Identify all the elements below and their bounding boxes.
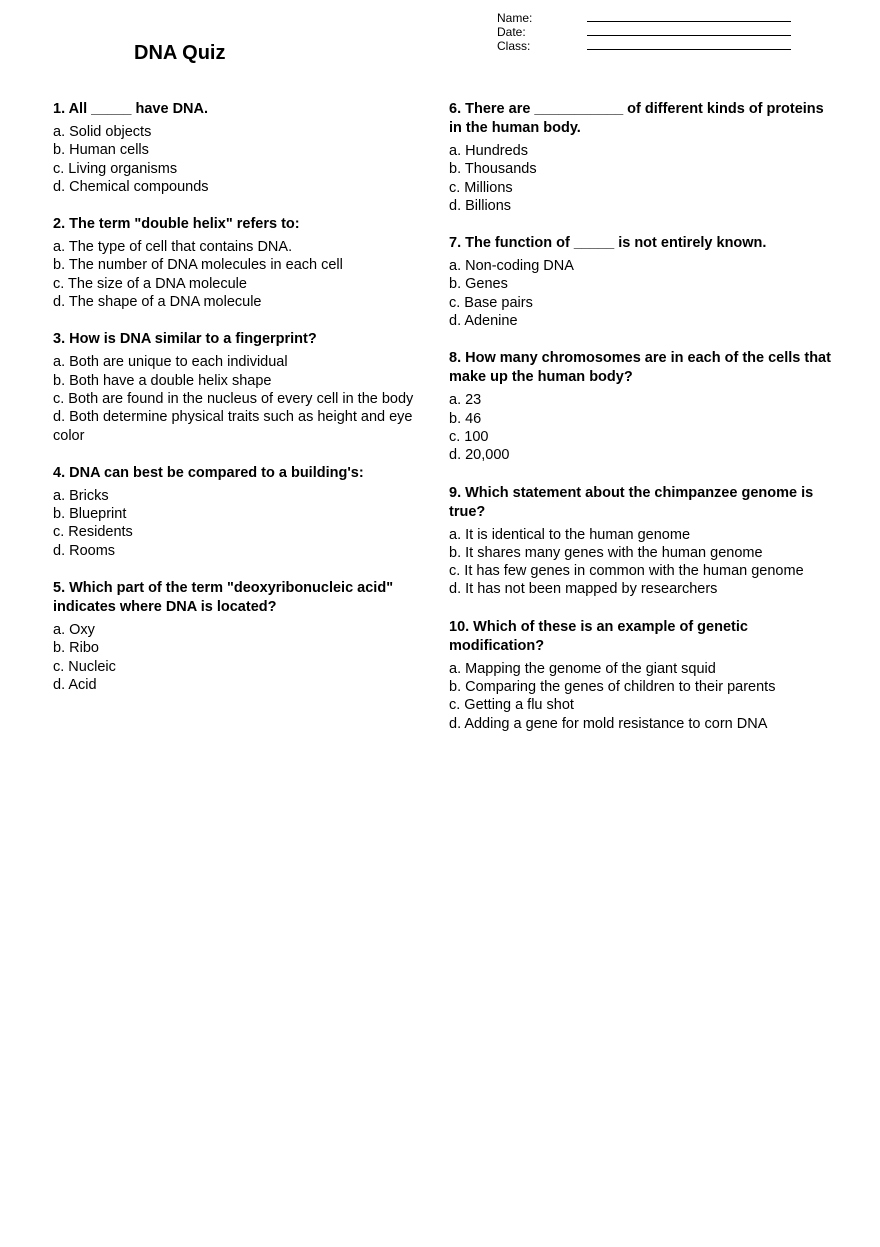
answer-option: c. Getting a flu shot: [449, 697, 574, 714]
answer-option: d. Adenine: [449, 313, 518, 330]
question-5: [53, 579, 433, 694]
name-label: Name:: [497, 11, 533, 25]
class-field: [497, 39, 797, 53]
answer-option: d. It has not been mapped by researchers: [449, 581, 718, 598]
answer-option: c. Nucleic: [53, 658, 116, 675]
answer-option: c. Residents: [53, 524, 133, 541]
answer-option: d. The shape of a DNA molecule: [53, 294, 262, 311]
answer-option: a. 23: [449, 392, 482, 409]
answer-option: c. 100: [449, 428, 489, 445]
answer-option: b. Ribo: [53, 640, 99, 657]
question-text: 8. How many chromosomes are in each of the cells that make up the human body?: [449, 350, 831, 386]
question-text: 3. How is DNA similar to a fingerprint?: [53, 331, 317, 348]
name-line: [587, 21, 791, 22]
answer-option: c. Millions: [449, 179, 513, 196]
question-8: [449, 349, 839, 464]
question-10: [449, 618, 839, 733]
answer-option: d. Chemical compounds: [53, 178, 209, 195]
name-field: [497, 11, 797, 25]
date-field: [497, 25, 797, 39]
date-line: [587, 35, 791, 36]
question-text: 10. Which of these is an example of genetic modification?: [449, 618, 748, 654]
class-label: Class:: [497, 39, 531, 53]
answer-option: a. Oxy: [53, 622, 95, 639]
answer-option: c. Both are found in the nucleus of every cell in the body: [53, 390, 414, 407]
answer-option: a. Both are unique to each individual: [53, 354, 288, 371]
question-text: 6. There are ___________ of different kinds of proteins in the human body.: [449, 101, 824, 136]
answer-option: b. Both have a double helix shape: [53, 372, 272, 389]
question-text: 7. The function of _____ is not entirely known.: [449, 235, 767, 252]
answer-option: a. It is identical to the human genome: [449, 526, 691, 543]
answer-option: d. Acid: [53, 676, 97, 693]
answer-option: d. Adding a gene for mold resistance to corn DNA: [449, 715, 768, 732]
answer-option: c. The size of a DNA molecule: [53, 275, 247, 292]
question-4: [53, 464, 433, 560]
question-7: [449, 234, 839, 330]
class-line: [587, 49, 791, 50]
question-2: [53, 215, 433, 311]
date-label: Date:: [497, 25, 526, 39]
answer-option: a. Solid objects: [53, 124, 152, 140]
answer-option: b. Blueprint: [53, 506, 127, 523]
answer-option: d. Billions: [449, 197, 512, 214]
question-text: 2. The term "double helix" refers to:: [53, 216, 300, 233]
answer-option: c. It has few genes in common with the human genome: [449, 563, 804, 580]
question-1: [53, 100, 433, 196]
page-title: DNA Quiz: [134, 42, 226, 64]
answer-option: b. Thousands: [449, 161, 537, 178]
answer-option: b. Comparing the genes of children to their parents: [449, 679, 776, 696]
student-info-fields: [497, 11, 797, 53]
question-6: [449, 100, 839, 215]
question-text: 5. Which part of the term "deoxyribonucleic acid" indicates where DNA is located?: [53, 580, 394, 616]
answer-option: d. Rooms: [53, 542, 116, 559]
answer-option: c. Living organisms: [53, 160, 178, 177]
answer-option: d. 20,000: [449, 447, 510, 464]
answer-option: b. Human cells: [53, 142, 149, 159]
question-text: 1. All _____ have DNA.: [53, 101, 209, 117]
question-3: [53, 330, 433, 444]
right-column: [449, 100, 839, 752]
answer-option: a. Hundreds: [449, 143, 528, 159]
answer-option: a. Mapping the genome of the giant squid: [449, 660, 716, 677]
answer-option: a. Bricks: [53, 487, 109, 504]
question-9: [449, 484, 839, 599]
answer-option: b. 46: [449, 410, 482, 427]
answer-option: c. Base pairs: [449, 294, 533, 311]
left-column: [53, 100, 433, 713]
answer-option: b. It shares many genes with the human genome: [449, 544, 763, 561]
answer-option: d. Both determine physical traits such as height and eye color: [53, 409, 413, 444]
answer-option: a. The type of cell that contains DNA.: [53, 239, 293, 256]
question-text: 9. Which statement about the chimpanzee genome is true?: [449, 484, 814, 520]
question-text: 4. DNA can best be compared to a building's:: [53, 464, 364, 481]
answer-option: b. Genes: [449, 276, 508, 293]
answer-option: a. Non-coding DNA: [449, 258, 574, 275]
answer-option: b. The number of DNA molecules in each cell: [53, 257, 343, 274]
